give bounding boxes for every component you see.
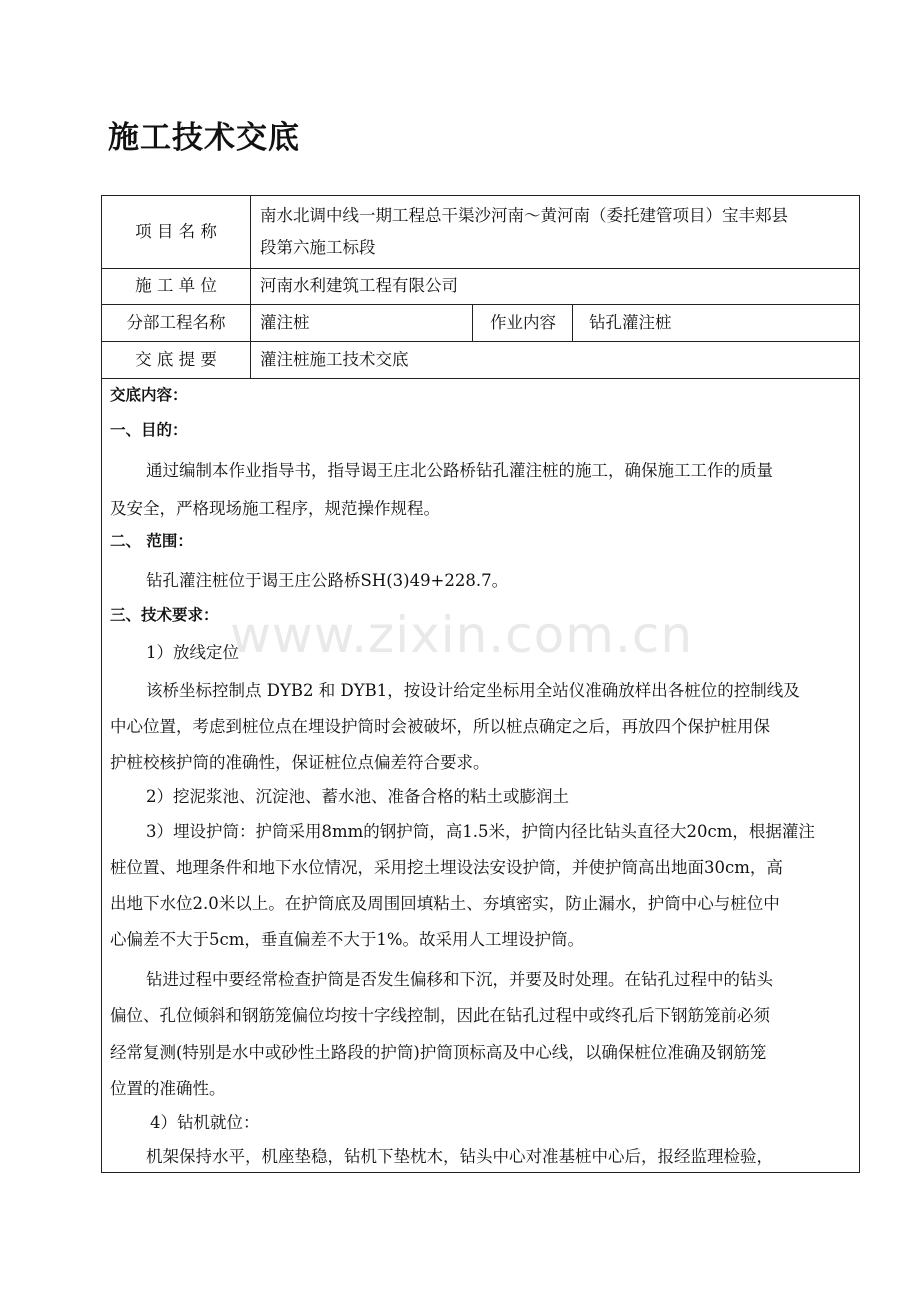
paragraph-line: 该桥坐标控制点 DYB2 和 DYB1，按设计给定坐标用全站仪准确放样出各桩位的控制线及 — [146, 681, 800, 700]
section-heading: 三、技术要求： — [110, 606, 219, 624]
list-item: 2）挖泥浆池、沉淀池、蓄水池、准备合格的粘土或膨润土 — [146, 787, 569, 806]
paragraph-line: 经常复测(特别是水中或砂性土路段的护筒)护筒顶标高及中心线，以确保桩位准确及钢筋笼 — [110, 1043, 767, 1062]
row-divider — [102, 268, 859, 269]
construction-unit-label: 施 工 单 位 — [135, 276, 217, 295]
paragraph-line: 机架保持水平，机座垫稳，钻机下垫枕木，钻头中心对准基桩中心后，报经监理检验， — [146, 1147, 773, 1166]
column-divider — [572, 304, 573, 341]
work-content-label: 作业内容 — [490, 313, 556, 332]
project-name-line2: 段第六施工标段 — [260, 238, 376, 257]
column-divider — [250, 196, 251, 378]
paragraph-line: 3）埋设护筒：护筒采用8mm的钢护筒，高1.5米，护筒内径比钻头直径大20cm，根据灌注 — [146, 822, 815, 841]
document-title: 施工技术交底 — [108, 120, 300, 156]
project-name-line1: 南水北调中线一期工程总干渠沙河南～黄河南（委托建管项目）宝丰郏县 — [260, 206, 788, 225]
list-item: 1）放线定位 — [146, 643, 239, 662]
summary-value: 灌注桩施工技术交底 — [260, 350, 409, 369]
construction-unit-value: 河南水利建筑工程有限公司 — [260, 276, 458, 295]
column-divider — [472, 304, 473, 341]
paragraph-line: 钻孔灌注桩位于谒王庄公路桥SH(3)49+228.7。 — [146, 571, 509, 590]
paragraph-line: 钻进过程中要经常检查护筒是否发生偏移和下沉，并要及时处理。在钻孔过程中的钻头 — [146, 970, 773, 989]
row-divider — [102, 304, 859, 305]
subproject-name-value: 灌注桩 — [260, 313, 310, 332]
paragraph-line: 偏位、孔位倾斜和钢筋笼偏位均按十字线控制，因此在钻孔过程中或终孔后下钢筋笼前必须 — [110, 1006, 770, 1025]
row-divider — [102, 378, 859, 379]
paragraph-line: 通过编制本作业指导书，指导谒王庄北公路桥钻孔灌注桩的施工，确保施工工作的质量 — [146, 461, 773, 480]
disclosure-table — [101, 195, 860, 1173]
project-name-label: 项 目 名 称 — [135, 222, 217, 241]
work-content-value: 钻孔灌注桩 — [589, 313, 672, 332]
subproject-name-label: 分部工程名称 — [126, 313, 226, 332]
paragraph-line: 桩位置、地理条件和地下水位情况，采用挖土埋设法安设护筒，并使护筒高出地面30cm，高 — [110, 858, 783, 877]
paragraph-line: 及安全，严格现场施工程序，规范操作规程。 — [110, 499, 440, 518]
content-heading: 交底内容： — [110, 386, 188, 404]
watermark: www.zixin.com.cn — [230, 606, 694, 664]
row-divider — [102, 341, 859, 342]
section-heading: 一、目的： — [110, 421, 188, 439]
paragraph-line: 护桩校核护筒的准确性，保证桩位点偏差符合要求。 — [110, 753, 490, 772]
paragraph-line: 心偏差不大于5cm，垂直偏差不大于1%。故采用人工埋设护筒。 — [110, 930, 585, 949]
paragraph-line: 中心位置，考虑到桩位点在埋设护筒时会被破坏，所以桩点确定之后，再放四个保护桩用保 — [110, 717, 770, 736]
list-item: 4）钻机就位： — [150, 1113, 260, 1132]
paragraph-line: 出地下水位2.0米以上。在护筒底及周围回填粘土、夯填密实，防止漏水，护筒中心与桩位中 — [110, 894, 780, 913]
summary-label: 交 底 提 要 — [135, 350, 217, 369]
section-heading: 二、 范围： — [110, 532, 193, 550]
paragraph-line: 位置的准确性。 — [110, 1079, 226, 1098]
